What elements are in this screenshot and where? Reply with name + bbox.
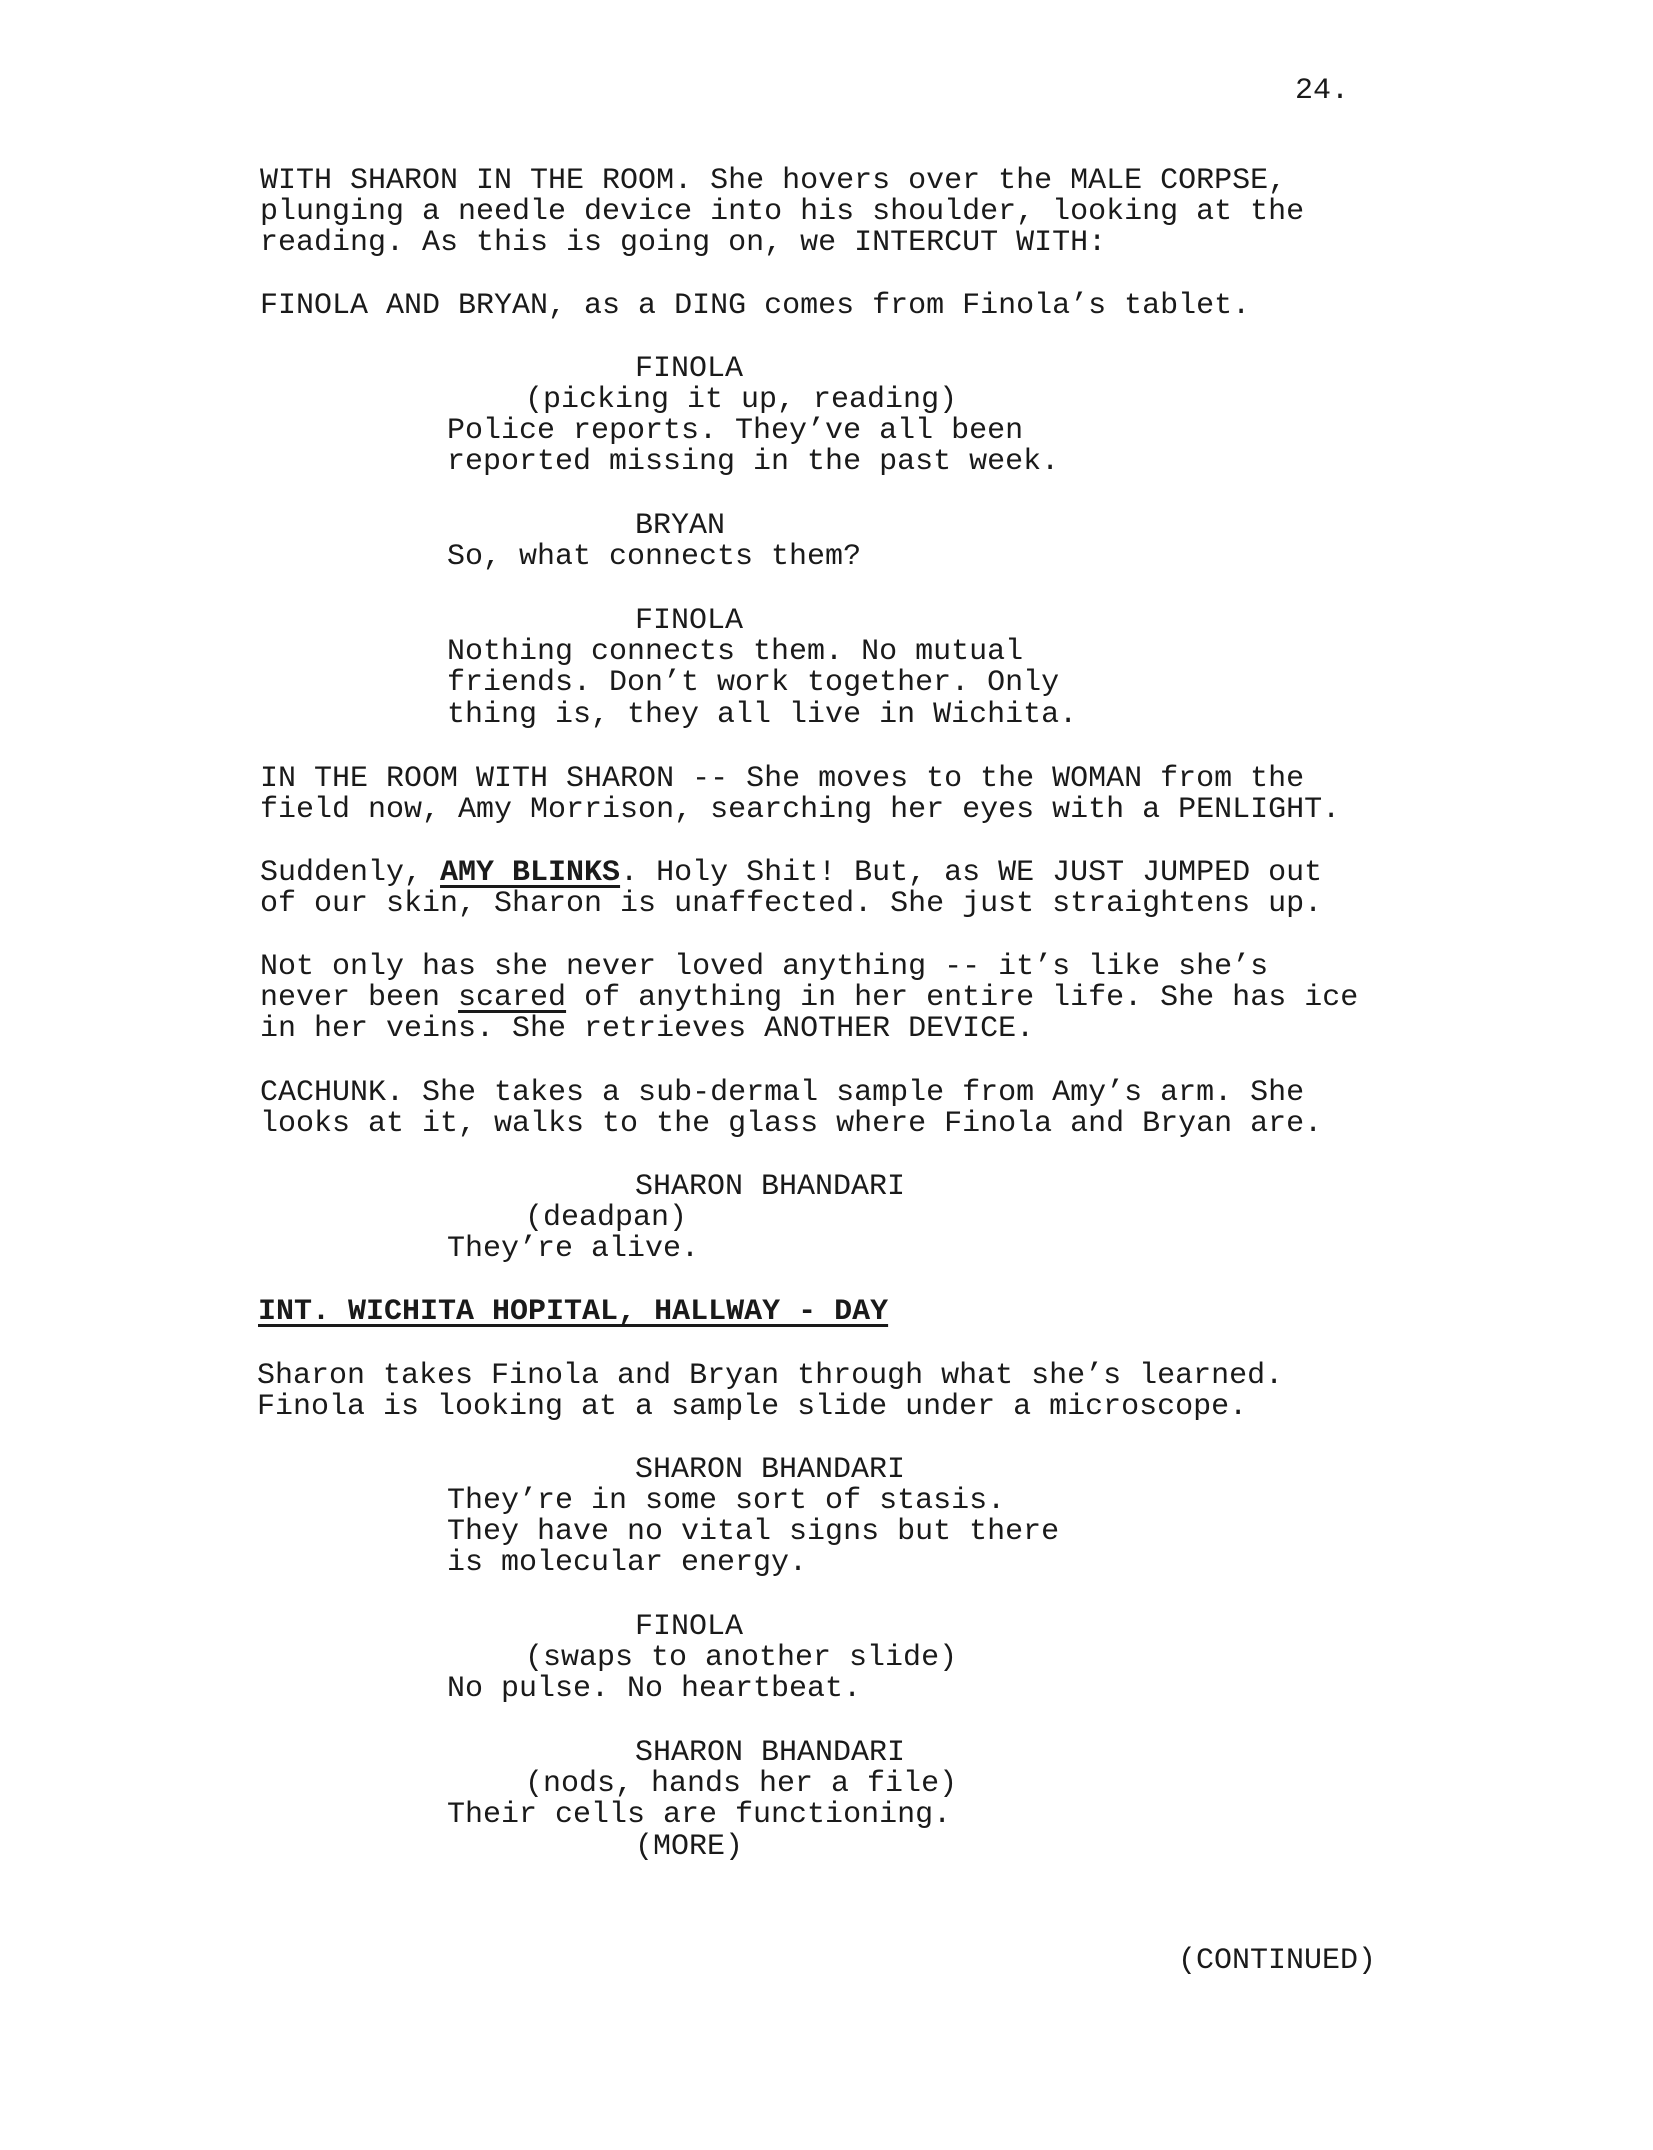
parenthetical: (swaps to another slide): [525, 1641, 958, 1675]
dialogue-line: Police reports. They’ve all been: [447, 414, 1024, 448]
parenthetical: (deadpan): [525, 1201, 688, 1235]
character-name: FINOLA: [635, 352, 744, 386]
action-text: never been: [260, 981, 459, 1015]
action-line: field now, Amy Morrison, searching her eyes with a PENLIGHT.: [260, 793, 1341, 827]
dialogue-line: They’re in some sort of stasis.: [447, 1484, 1006, 1518]
dialogue-line: They’re alive.: [447, 1232, 700, 1266]
emphasis-text: AMY BLINKS: [440, 856, 621, 890]
character-name: FINOLA: [635, 604, 744, 638]
action-line: IN THE ROOM WITH SHARON -- She moves to the WOMAN from the: [260, 762, 1305, 796]
action-line: Finola is looking at a sample slide under a microscope.: [257, 1390, 1248, 1424]
more-marker: (MORE): [635, 1830, 744, 1864]
emphasis-text: scared: [458, 981, 567, 1015]
dialogue-line: Nothing connects them. No mutual: [447, 635, 1024, 669]
parenthetical: (picking it up, reading): [525, 383, 958, 417]
character-name: BRYAN: [635, 509, 726, 543]
page-number: 24.: [1295, 74, 1350, 108]
character-name: SHARON BHANDARI: [635, 1170, 906, 1204]
dialogue-line: reported missing in the past week.: [447, 445, 1060, 479]
action-line: Sharon takes Finola and Bryan through what she’s learned.: [257, 1359, 1284, 1393]
action-line: [260, 983, 1358, 1015]
action-line: of our skin, Sharon is unaffected. She just straightens up.: [260, 887, 1323, 921]
action-line: CACHUNK. She takes a sub-dermal sample from Amy’s arm. She: [260, 1076, 1305, 1110]
action-line: plunging a needle device into his shoulder, looking at the: [260, 195, 1305, 229]
character-name: SHARON BHANDARI: [635, 1736, 906, 1770]
action-text: . Holy Shit! But, as WE JUST JUMPED out: [620, 856, 1323, 890]
action-line: WITH SHARON IN THE ROOM. She hovers over the MALE CORPSE,: [260, 164, 1287, 198]
character-name: SHARON BHANDARI: [635, 1453, 906, 1487]
dialogue-line: is molecular energy.: [447, 1546, 808, 1580]
action-line: Not only has she never loved anything -- it’s like she’s: [260, 950, 1269, 984]
continued-marker: (CONTINUED): [1178, 1944, 1377, 1978]
action-line: [260, 858, 1322, 890]
dialogue-line: So, what connects them?: [447, 540, 862, 574]
parenthetical: (nods, hands her a file): [525, 1767, 958, 1801]
dialogue-line: friends. Don’t work together. Only: [447, 666, 1060, 700]
action-line: FINOLA AND BRYAN, as a DING comes from Finola’s tablet.: [260, 289, 1251, 323]
dialogue-line: They have no vital signs but there: [447, 1515, 1060, 1549]
action-line: reading. As this is going on, we INTERCUT WITH:: [260, 226, 1107, 260]
character-name: FINOLA: [635, 1610, 744, 1644]
dialogue-line: Their cells are functioning.: [447, 1798, 952, 1832]
action-line: looks at it, walks to the glass where Finola and Bryan are.: [260, 1107, 1323, 1141]
scene-heading: INT. WICHITA HOPITAL, HALLWAY - DAY: [258, 1295, 889, 1329]
action-text: of anything in her entire life. She has ice: [566, 981, 1359, 1015]
action-line: in her veins. She retrieves ANOTHER DEVICE.: [260, 1012, 1035, 1046]
dialogue-line: thing is, they all live in Wichita.: [447, 698, 1078, 732]
action-text: Suddenly,: [260, 856, 441, 890]
dialogue-line: No pulse. No heartbeat.: [447, 1672, 862, 1706]
